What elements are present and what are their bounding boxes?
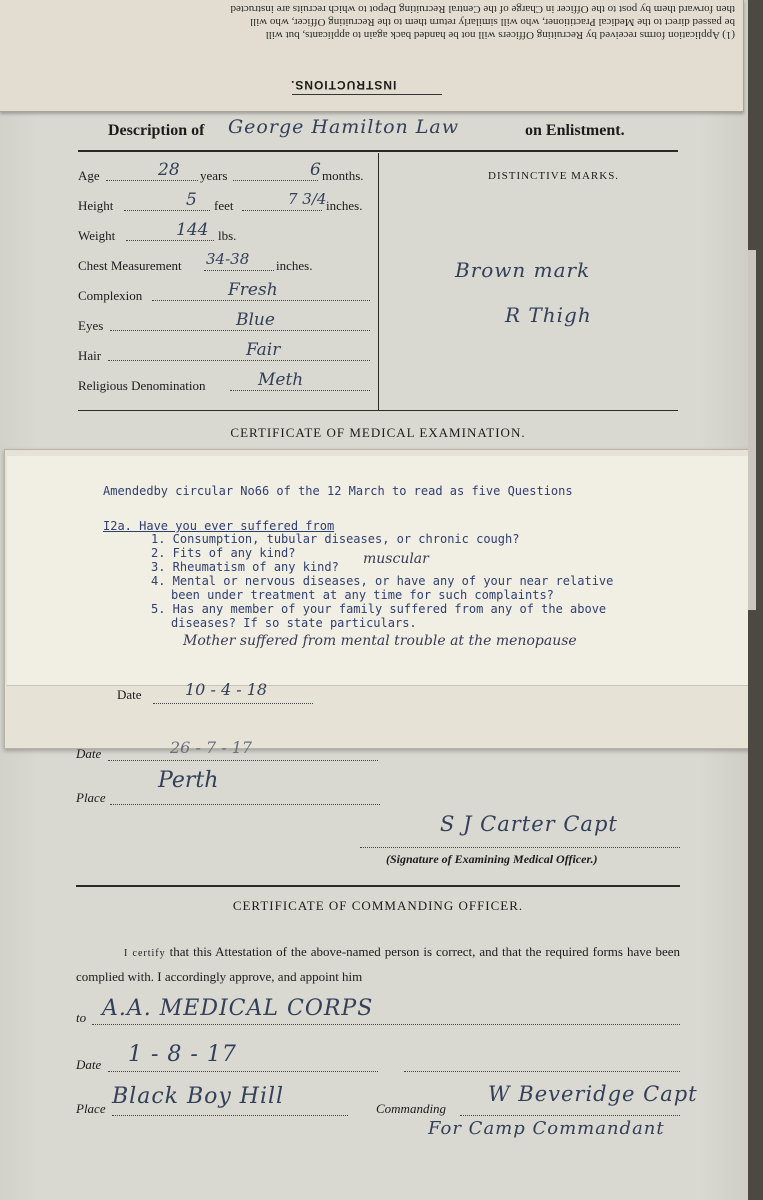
dotted-line bbox=[404, 1071, 680, 1072]
years-label: years bbox=[200, 168, 228, 183]
question-3-answer: muscular bbox=[363, 551, 429, 567]
hair-label: Hair bbox=[78, 348, 102, 363]
dotted-line bbox=[108, 1071, 378, 1072]
complexion-row bbox=[78, 280, 378, 310]
eyes-label: Eyes bbox=[78, 318, 104, 333]
appoint-place-label: Place bbox=[76, 1101, 106, 1116]
signature-caption: (Signature of Examining Medical Officer.) bbox=[386, 852, 598, 866]
complexion-value: Fresh bbox=[228, 280, 278, 300]
commanding-certificate-text bbox=[76, 940, 680, 988]
lbs-label: lbs. bbox=[218, 228, 237, 243]
inches-label: inches. bbox=[326, 198, 363, 213]
signature-line bbox=[360, 847, 680, 848]
hair-value: Fair bbox=[246, 340, 281, 360]
torn-paper-edge bbox=[748, 250, 756, 610]
age-label: Age bbox=[78, 168, 100, 183]
dotted-line bbox=[108, 760, 378, 761]
instructions-title: INSTRUCTIONS. bbox=[290, 78, 397, 92]
height-row bbox=[78, 190, 378, 220]
recruit-name: George Hamilton Law bbox=[228, 116, 460, 138]
chest-inches-label: inches. bbox=[276, 258, 313, 273]
instructions-line: (1) Application forms received by Recruiting Officers will not be handed back again to applicants, but will bbox=[265, 29, 735, 41]
certificate-body: that this Attestation of the above-named person is correct, and that the required forms have been complied with. I accordingly approve, and appoint him bbox=[76, 944, 680, 984]
religion-row bbox=[78, 370, 378, 400]
medical-officer-signature: S J Carter Capt bbox=[440, 812, 618, 836]
appoint-date-value: 1 - 8 - 17 bbox=[128, 1042, 237, 1067]
medical-place-label: Place bbox=[76, 790, 106, 805]
weight-row bbox=[78, 220, 378, 250]
question-4-cont: been under treatment at any time for such complaints? bbox=[171, 588, 554, 602]
distinctive-marks-title: DISTINCTIVE MARKS. bbox=[488, 170, 620, 182]
medical-place-value: Perth bbox=[158, 768, 219, 793]
weight-label: Weight bbox=[78, 228, 116, 243]
dotted-line bbox=[242, 210, 322, 211]
hair-row bbox=[78, 340, 378, 370]
dotted-line bbox=[460, 1115, 680, 1116]
dotted-line bbox=[153, 703, 313, 704]
instructions-line: then forward them by post to the Officer in Charge of the Central Recruiting Depot to which recruits are instructed bbox=[230, 3, 735, 15]
age-years-value: 28 bbox=[158, 160, 180, 180]
certify-word: I certify bbox=[124, 948, 166, 959]
height-inches-value: 7 3/4 bbox=[288, 190, 327, 208]
medical-certificate-title: CERTIFICATE OF MEDICAL EXAMINATION. bbox=[230, 425, 526, 440]
distinctive-mark-1: Brown mark bbox=[455, 258, 591, 282]
months-label: months. bbox=[322, 168, 364, 183]
section-divider bbox=[76, 885, 680, 887]
instructions-underline bbox=[292, 94, 442, 95]
typed-amendment bbox=[7, 456, 755, 686]
on-enlistment-label: on Enlistment. bbox=[525, 122, 625, 139]
question-3: 3. Rheumatism of any kind? bbox=[151, 560, 339, 574]
appoint-place-value: Black Boy Hill bbox=[112, 1084, 285, 1109]
amendment-slip bbox=[4, 449, 756, 749]
instructions-slip bbox=[0, 0, 744, 112]
eyes-value: Blue bbox=[236, 310, 275, 330]
dotted-line bbox=[110, 330, 370, 331]
table-bottom-rule bbox=[78, 410, 678, 411]
dotted-line bbox=[110, 804, 380, 805]
exam-date-label: Date bbox=[117, 687, 142, 702]
corps-value: A.A. MEDICAL CORPS bbox=[102, 996, 374, 1021]
question-4: 4. Mental or nervous diseases, or have any of your near relative bbox=[151, 574, 614, 588]
question-5: 5. Has any member of your family suffered from any of the above bbox=[151, 602, 607, 616]
religion-label: Religious Denomination bbox=[78, 378, 206, 393]
to-label: to bbox=[76, 1010, 87, 1025]
chest-label: Chest Measurement bbox=[78, 258, 182, 273]
dotted-line bbox=[126, 240, 214, 241]
dotted-line bbox=[108, 360, 370, 361]
commanding-signature: W Beveridge Capt bbox=[488, 1082, 698, 1106]
medical-date-label: Date bbox=[76, 746, 102, 761]
physical-description bbox=[78, 160, 378, 400]
description-label: Description of bbox=[108, 122, 205, 139]
dotted-line bbox=[112, 1115, 348, 1116]
commanding-label: Commanding bbox=[376, 1101, 447, 1116]
dotted-line bbox=[204, 270, 274, 271]
question-1: 1. Consumption, tubular diseases, or chronic cough? bbox=[151, 532, 520, 546]
age-months-value: 6 bbox=[310, 160, 321, 180]
question-5-answer: Mother suffered from mental trouble at the menopause bbox=[183, 633, 577, 649]
medical-date-value: 26 - 7 - 17 bbox=[170, 738, 253, 757]
height-feet-value: 5 bbox=[186, 190, 197, 210]
dotted-line bbox=[124, 210, 210, 211]
question-5-cont: diseases? If so state particulars. bbox=[171, 616, 417, 630]
age-row bbox=[78, 160, 378, 190]
commanding-certificate-title: CERTIFICATE OF COMMANDING OFFICER. bbox=[232, 898, 524, 913]
dotted-line bbox=[230, 390, 370, 391]
commanding-sub-signature: For Camp Commandant bbox=[428, 1118, 665, 1139]
height-label: Height bbox=[78, 198, 114, 213]
dotted-line bbox=[92, 1024, 680, 1025]
instructions-body bbox=[30, 2, 735, 41]
dotted-line bbox=[106, 180, 198, 181]
appoint-date-label: Date bbox=[76, 1057, 102, 1072]
page-edge bbox=[748, 0, 763, 1200]
chest-value: 34-38 bbox=[206, 250, 250, 268]
dotted-line bbox=[152, 300, 370, 301]
question-intro: I2a. Have you ever suffered from bbox=[103, 519, 335, 533]
dotted-line bbox=[233, 180, 318, 181]
amendment-header: Amendedby circular No66 of the 12 March to read as five Questions bbox=[103, 484, 573, 498]
chest-row bbox=[78, 250, 378, 280]
feet-label: feet bbox=[214, 198, 234, 213]
eyes-row bbox=[78, 310, 378, 340]
description-header bbox=[78, 116, 678, 152]
complexion-label: Complexion bbox=[78, 288, 143, 303]
instructions-line: be passed direct to the Medical Practitioner, who will similarly return them to the Recruiting Officer, who will bbox=[250, 16, 735, 28]
distinctive-mark-2: R Thigh bbox=[505, 303, 592, 327]
exam-date-value: 10 - 4 - 18 bbox=[185, 680, 268, 699]
religion-value: Meth bbox=[258, 370, 304, 390]
column-divider bbox=[378, 153, 379, 410]
question-2: 2. Fits of any kind? bbox=[151, 546, 296, 560]
weight-value: 144 bbox=[176, 220, 209, 240]
